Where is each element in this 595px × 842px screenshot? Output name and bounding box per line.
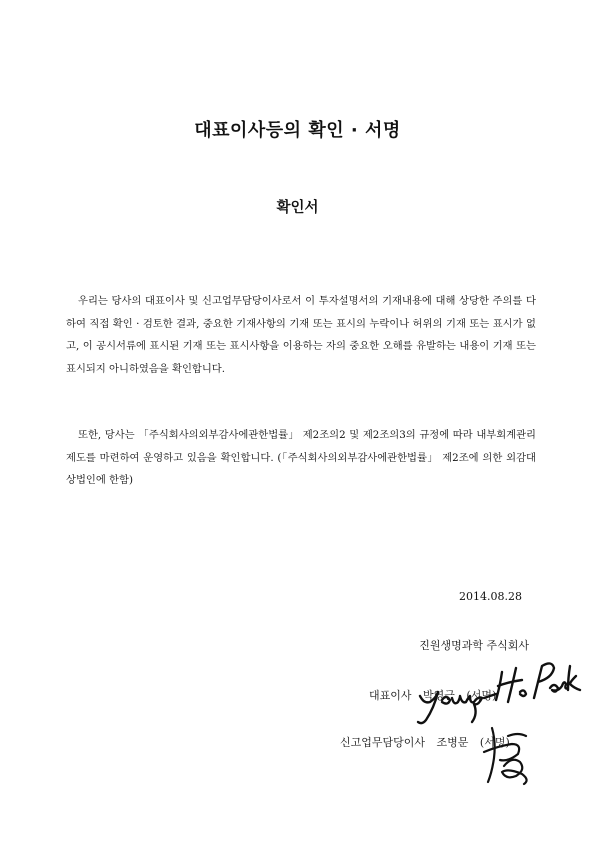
reporting-director-signature-line <box>340 734 518 750</box>
director-seal-text: (서명) <box>479 736 510 749</box>
director-handwritten-signature <box>478 722 536 788</box>
internal-control-paragraph: 또한, 당사는 「주식회사의외부감사에관한법률」 제2조의2 및 제2조의3의 규정에 따라 내부회계관리제도를 마련하여 운영하고 있음을 확인합니다. (「주식회사의외부감사에관한법률」 제2조에 의한 외감대상법인에 한함) <box>66 429 536 486</box>
document-subtitle: 확인서 <box>276 200 319 216</box>
document-title: 대표이사등의 확인 · 서명 <box>194 120 401 141</box>
director-name: 조병문 <box>436 736 469 749</box>
ceo-seal-text: (서명) <box>466 689 497 702</box>
confirmation-paragraph: 우리는 당사의 대표이사 및 신고업무담당이사로서 이 투자설명서의 기재내용에 대해 상당한 주의를 다하여 직접 확인 · 검토한 결과, 중요한 기재사항의 기재 또는 표시의 누락이나 허위의 기재 또는 표시가 없고, 이 공시서류에 표시된 기재 또는 표시사항을 이용하는 자의 중요한 오해를 유발하는 내용이 기재 또는 표시되지 아니하였음을 확인합니다. <box>66 295 536 375</box>
director-role: 신고업무담당이사 <box>340 736 426 749</box>
company-name: 진원생명과학 주식회사 <box>419 639 529 652</box>
ceo-name: 박영근 <box>423 689 455 702</box>
ceo-signature-line <box>369 687 504 703</box>
ceo-role: 대표이사 <box>369 689 412 702</box>
document-date: 2014.08.28 <box>459 590 522 603</box>
